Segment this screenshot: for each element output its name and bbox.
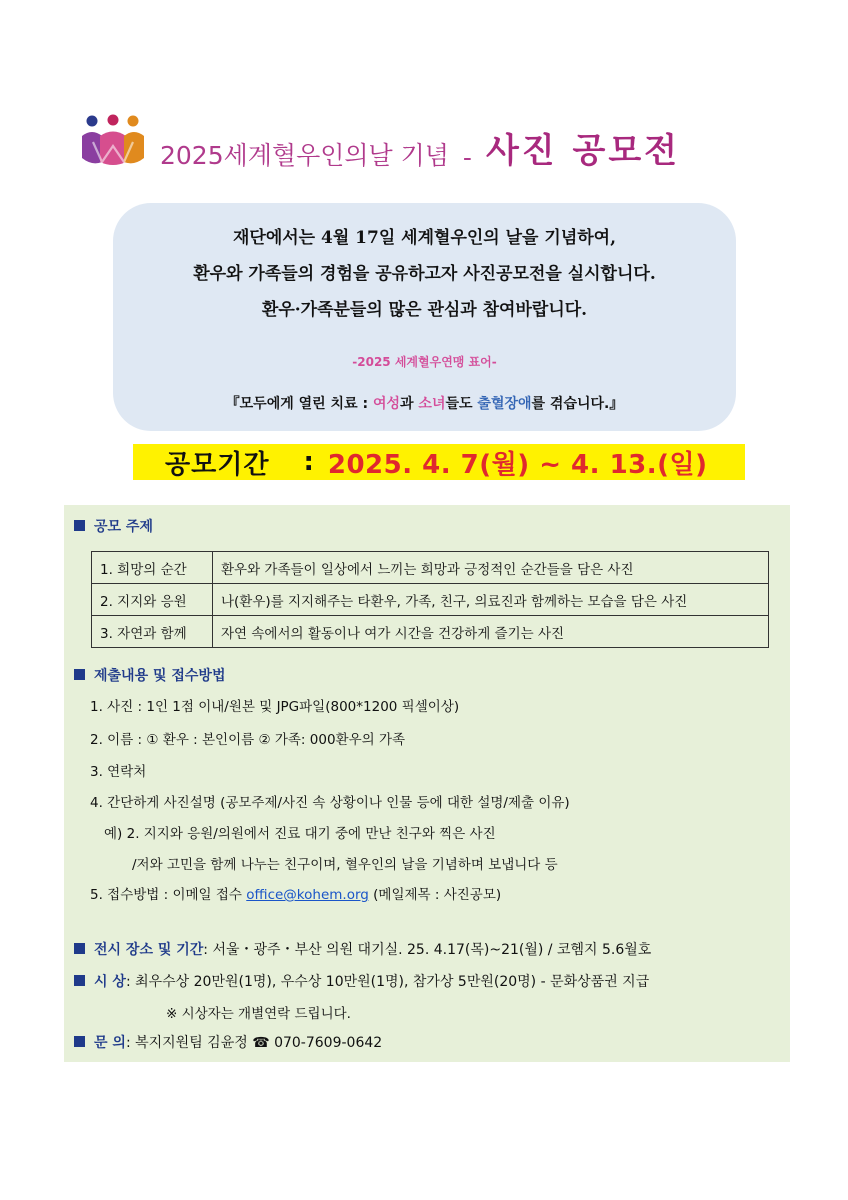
theme-description: 나(환우)를 지지해주는 타환우, 가족, 친구, 의료진과 함께하는 모습을 담은 사진 — [213, 584, 769, 616]
item5-prefix: 5. 접수방법 : 이메일 접수 — [90, 887, 247, 903]
square-bullet-icon — [74, 520, 85, 531]
square-bullet-icon — [74, 669, 85, 680]
theme-number: 2. 지지와 응원 — [92, 584, 213, 616]
theme-number: 3. 자연과 함께 — [92, 616, 213, 648]
period-label: 공모기간 — [165, 449, 270, 480]
contact-heading: 문 의 — [94, 1035, 126, 1051]
exhibit-line — [74, 939, 651, 959]
awards-text: : 최우수상 20만원(1명), 우수상 10만원(1명), 참가상 5만원(20명) - 문화상품권 지급 — [125, 974, 650, 990]
logo-icon — [80, 112, 146, 166]
info-panel — [64, 505, 790, 1062]
table-row — [92, 584, 769, 616]
email-link[interactable]: office@kohem.org — [246, 887, 369, 903]
awards-line — [74, 971, 649, 991]
slogan-and: 과 — [400, 396, 419, 412]
themes-heading-text: 공모 주제 — [94, 519, 153, 535]
awards-note: ※ 시상자는 개별연락 드립니다. — [166, 1006, 351, 1022]
intro-box — [113, 203, 736, 431]
intro-line-2: 환우와 가족들의 경험을 공유하고자 사진공모전을 실시합니다. — [193, 264, 656, 284]
awards-heading: 시 상 — [94, 974, 126, 990]
period-colon: : — [303, 447, 314, 477]
title-main: 2025세계혈우인의날 기념 — [160, 141, 449, 170]
submission-example-1: 예) 2. 지지와 응원/의원에서 진료 대기 중에 만난 친구와 찍은 사진 — [104, 826, 496, 842]
theme-description: 자연 속에서의 활동이나 여가 시간을 건강하게 즐기는 사진 — [213, 616, 769, 648]
period-banner — [133, 444, 745, 480]
submission-example-2: /저와 고민을 함께 나누는 친구이며, 혈우인의 날을 기념하며 보냅니다 등 — [132, 857, 558, 873]
title-dash: - — [462, 143, 472, 172]
slogan-close: 를 겪습니다.』 — [531, 396, 624, 412]
submission-item-4: 4. 간단하게 사진설명 (공모주제/사진 속 상황이나 인물 등에 대한 설명/제출 이유) — [90, 795, 570, 811]
table-row — [92, 552, 769, 584]
square-bullet-icon — [74, 975, 85, 986]
table-row — [92, 616, 769, 648]
submission-item-1: 1. 사진 : 1인 1점 이내/원본 및 JPG파일(800*1200 픽셀이상) — [90, 699, 460, 715]
item5-suffix: (메일제목 : 사진공모) — [368, 887, 502, 903]
theme-number: 1. 희망의 순간 — [92, 552, 213, 584]
submission-item-5 — [90, 883, 501, 903]
themes-heading — [74, 516, 153, 536]
exhibit-text: : 서울・광주・부산 의원 대기실. 25. 4.17(목)~21(월) / 코헴지 5.6월호 — [203, 942, 652, 958]
intro-line-3: 환우·가족분들의 많은 관심과 참여바랍니다. — [261, 300, 588, 320]
submission-item-2: 2. 이름 : ① 환우 : 본인이름 ② 가족: 000환우의 가족 — [90, 732, 406, 748]
theme-description: 환우와 가족들이 일상에서 느끼는 희망과 긍정적인 순간들을 담은 사진 — [213, 552, 769, 584]
square-bullet-icon — [74, 1036, 85, 1047]
intro-motto-label: -2025 세계혈우연맹 표어- — [352, 355, 497, 369]
themes-table — [91, 551, 769, 648]
slogan-open: 『모두에게 열린 치료 : — [225, 396, 373, 412]
submission-heading — [74, 665, 225, 685]
slogan-girls: 소녀 — [418, 396, 446, 412]
slogan-also: 들도 — [445, 396, 478, 412]
square-bullet-icon — [74, 943, 85, 954]
page-title — [160, 126, 680, 172]
submission-heading-text: 제출내용 및 접수방법 — [94, 668, 226, 684]
contact-text: : 복지지원팀 김윤정 ☎ 070-7609-0642 — [125, 1035, 383, 1051]
title-big: 사진 공모전 — [485, 131, 681, 171]
slogan-bleeding: 출혈장애 — [477, 396, 532, 412]
submission-item-3: 3. 연락처 — [90, 764, 147, 780]
contact-line — [74, 1032, 382, 1052]
period-value: 2025. 4. 7(월) ~ 4. 13.(일) — [327, 449, 708, 480]
exhibit-heading: 전시 장소 및 기간 — [94, 942, 204, 958]
slogan-women: 여성 — [372, 396, 401, 412]
intro-slogan — [113, 393, 736, 413]
intro-line-1: 재단에서는 4월 17일 세계혈우인의 날을 기념하여, — [232, 228, 616, 248]
